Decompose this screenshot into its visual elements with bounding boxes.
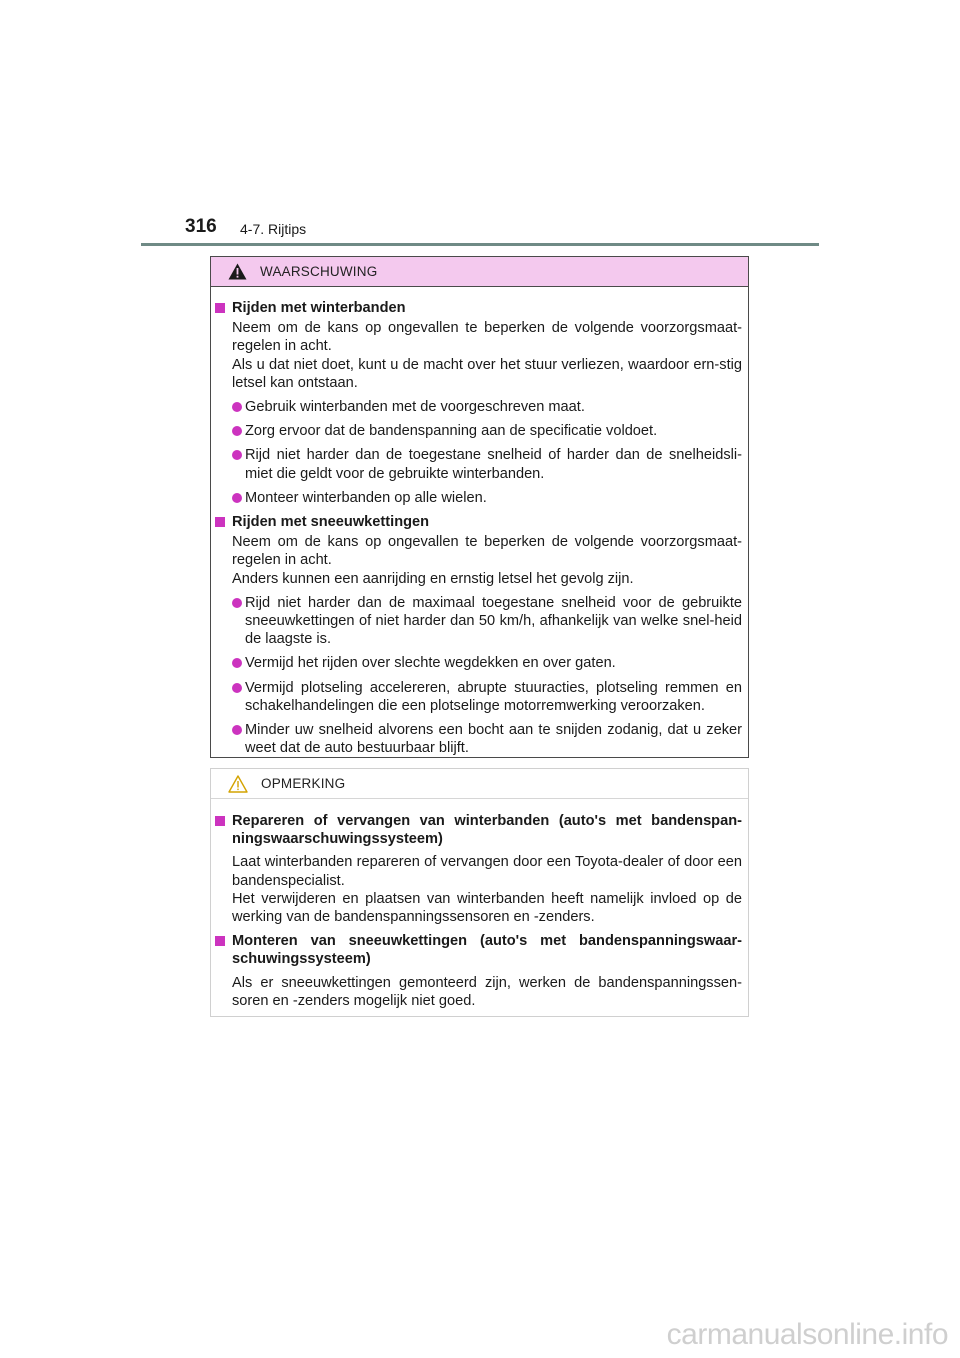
section-heading <box>232 812 742 848</box>
list-item <box>232 721 742 757</box>
paragraph: Anders kunnen een aanrijding en ernstig letsel het gevolg zijn. <box>232 570 634 587</box>
notice-section-repair-winter-tires <box>214 812 742 926</box>
page-number: 316 <box>185 216 217 237</box>
bullet-list <box>232 398 742 507</box>
notice-triangle-icon <box>228 775 248 793</box>
round-bullet-icon <box>232 683 242 693</box>
paragraph: Als u dat niet doet, kunt u de macht over het stuur verliezen, waardoor ern-stig letsel kan ontstaan. <box>232 356 742 391</box>
square-bullet-icon <box>215 303 225 313</box>
list-item <box>232 398 742 416</box>
notice-header <box>211 769 748 799</box>
header-rule <box>141 243 819 246</box>
section-heading-text: Repareren of vervangen van winterbanden (auto's met bandenspan-ningswaarschuwingssysteem) <box>232 813 742 848</box>
list-item <box>232 489 742 507</box>
round-bullet-icon <box>232 725 242 735</box>
list-item-text: Vermijd plotseling accelereren, abrupte stuuracties, plotseling remmen en schakelhandelingen die een plotselinge motorremwerking veroorzaken. <box>245 679 742 714</box>
list-item <box>232 679 742 715</box>
round-bullet-icon <box>232 658 242 668</box>
warning-section-snow-chains <box>214 513 742 757</box>
warning-body <box>211 287 748 757</box>
paragraph: Neem om de kans op ongevallen te beperken de volgende voorzorgsmaat-regelen in acht. <box>232 534 742 569</box>
bullet-list <box>232 594 742 758</box>
page-header <box>0 0 960 250</box>
list-item-text: Monteer winterbanden op alle wielen. <box>245 489 487 506</box>
list-item <box>232 422 742 440</box>
round-bullet-icon <box>232 426 242 436</box>
list-item-text: Rijd niet harder dan de maximaal toegestane snelheid voor de gebruikte sneeuwkettingen of niet harder dan 50 km/h, afhankelijk van welke snel-heid de laagste is. <box>245 594 742 648</box>
warning-triangle-icon <box>228 263 247 280</box>
paragraph: Laat winterbanden repareren of vervangen door een Toyota-dealer of door een bandenspecialist. <box>232 854 742 889</box>
section-heading <box>232 513 742 531</box>
paragraph: Neem om de kans op ongevallen te beperken de volgende voorzorgsmaat-regelen in acht. <box>232 320 742 355</box>
warning-section-winter-tires <box>214 299 742 507</box>
section-heading-text: Rijden met winterbanden <box>232 300 406 316</box>
round-bullet-icon <box>232 402 242 412</box>
notice-body <box>211 799 748 1010</box>
list-item-text: Vermijd het rijden over slechte wegdekken en over gaten. <box>245 655 616 672</box>
list-item <box>232 654 742 672</box>
paragraph: Als er sneeuwkettingen gemonteerd zijn, werken de bandenspanningssen-soren en -zenders mogelijk niet goed. <box>232 974 742 1009</box>
warning-title: WAARSCHUWING <box>260 264 378 279</box>
section-heading <box>232 299 742 317</box>
section-heading-text: Rijden met sneeuwkettingen <box>232 514 430 531</box>
section-heading <box>232 932 742 968</box>
square-bullet-icon <box>215 517 225 527</box>
square-bullet-icon <box>215 816 225 826</box>
warning-box <box>210 256 749 758</box>
warning-header <box>211 257 748 287</box>
section-heading-text: Monteren van sneeuwkettingen (auto's met bandenspanningswaar-schuwingssysteem) <box>232 933 742 968</box>
round-bullet-icon <box>232 493 242 503</box>
watermark: carmanualsonline.info <box>666 1318 948 1351</box>
section-title: 4-7. Rijtips <box>240 221 307 237</box>
list-item-text: Zorg ervoor dat de bandenspanning aan de specificatie voldoet. <box>245 423 658 440</box>
list-item-text: Gebruik winterbanden met de voorgeschreven maat. <box>245 399 585 416</box>
round-bullet-icon <box>232 450 242 460</box>
round-bullet-icon <box>232 598 242 608</box>
notice-title: OPMERKING <box>261 776 346 791</box>
list-item-text: Rijd niet harder dan de toegestane snelheid of harder dan de snelheidsli-miet die geldt voor de gebruikte winterbanden. <box>245 447 742 482</box>
notice-section-mount-snow-chains <box>214 932 742 1010</box>
paragraph: Het verwijderen en plaatsen van winterbanden heeft namelijk invloed op de werking van de bandenspanningssensoren en -zenders. <box>232 890 742 926</box>
list-item <box>232 594 742 649</box>
notice-box <box>210 768 749 1017</box>
square-bullet-icon <box>215 936 225 946</box>
list-item-text: Minder uw snelheid alvorens een bocht aan te snijden zodanig, dat u zeker weet dat de auto bestuurbaar blijft. <box>245 722 742 757</box>
list-item <box>232 446 742 482</box>
